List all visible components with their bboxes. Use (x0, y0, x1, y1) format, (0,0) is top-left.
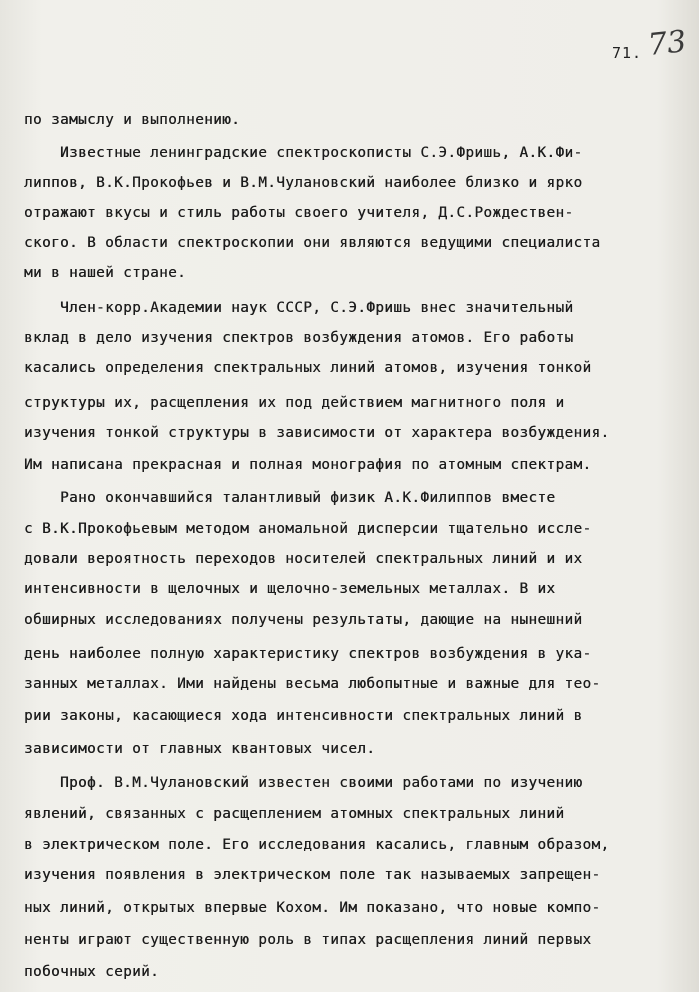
text-line: с В.К.Прокофьевым методом аномальной дисперсии тщательно иссле- (24, 521, 592, 537)
text-line: интенсивности в щелочных и щелочно-земельных металлах. В их (24, 581, 556, 597)
text-line: липпов, В.К.Прокофьев и В.М.Чулановский наиболее близко и ярко (24, 175, 583, 191)
text-line: Им написана прекрасная и полная монография по атомным спектрам. (24, 457, 592, 473)
text-line: касались определения спектральных линий атомов, изучения тонкой (24, 360, 592, 376)
text-line: довали вероятность переходов носителей спектральных линий и их (24, 551, 583, 567)
text-line: Член-корр.Академии наук СССР, С.Э.Фришь внес значительный (24, 300, 574, 316)
text-line: отражают вкусы и стиль работы своего учителя, Д.С.Рождествен- (24, 205, 574, 221)
text-line: занных металлах. Ими найдены весьма любопытные и важные для тео- (24, 676, 601, 692)
text-line: изучения тонкой структуры в зависимости от характера возбуждения. (24, 425, 610, 441)
text-line: вклад в дело изучения спектров возбуждения атомов. Его работы (24, 330, 574, 346)
text-line: ненты играют существенную роль в типах расщепления линий первых (24, 932, 592, 948)
text-line: в электрическом поле. Его исследования касались, главным образом, (24, 837, 610, 853)
text-line: обширных исследованиях получены результаты, дающие на нынешний (24, 612, 583, 628)
text-line: структуры их, расщепления их под действием магнитного поля и (24, 395, 565, 411)
handwritten-page-number: 73 (646, 24, 688, 63)
text-line: побочных серий. (24, 964, 160, 980)
text-line: день наиболее полную характеристику спектров возбуждения в ука- (24, 646, 592, 662)
text-line: Рано окончавшийся талантливый физик А.К.Филиппов вместе (24, 490, 556, 506)
text-line: Проф. В.М.Чулановский известен своими работами по изучению (24, 775, 583, 791)
text-line: зависимости от главных квантовых чисел. (24, 741, 376, 757)
text-line: по замыслу и выполнению. (24, 112, 241, 128)
page-number: 71. (612, 44, 643, 62)
text-line: явлений, связанных с расщеплением атомных спектральных линий (24, 806, 565, 822)
text-line: ных линий, открытых впервые Кохом. Им показано, что новые компо- (24, 900, 601, 916)
text-line: Известные ленинградские спектроскописты С.Э.Фришь, А.К.Фи- (24, 145, 583, 161)
text-line: ми в нашей стране. (24, 265, 187, 281)
text-line: рии законы, касающиеся хода интенсивности спектральных линий в (24, 708, 583, 724)
text-line: ского. В области спектроскопии они являются ведущими специалиста (24, 235, 601, 251)
text-line: изучения появления в электрическом поле так называемых запрещен- (24, 867, 601, 883)
